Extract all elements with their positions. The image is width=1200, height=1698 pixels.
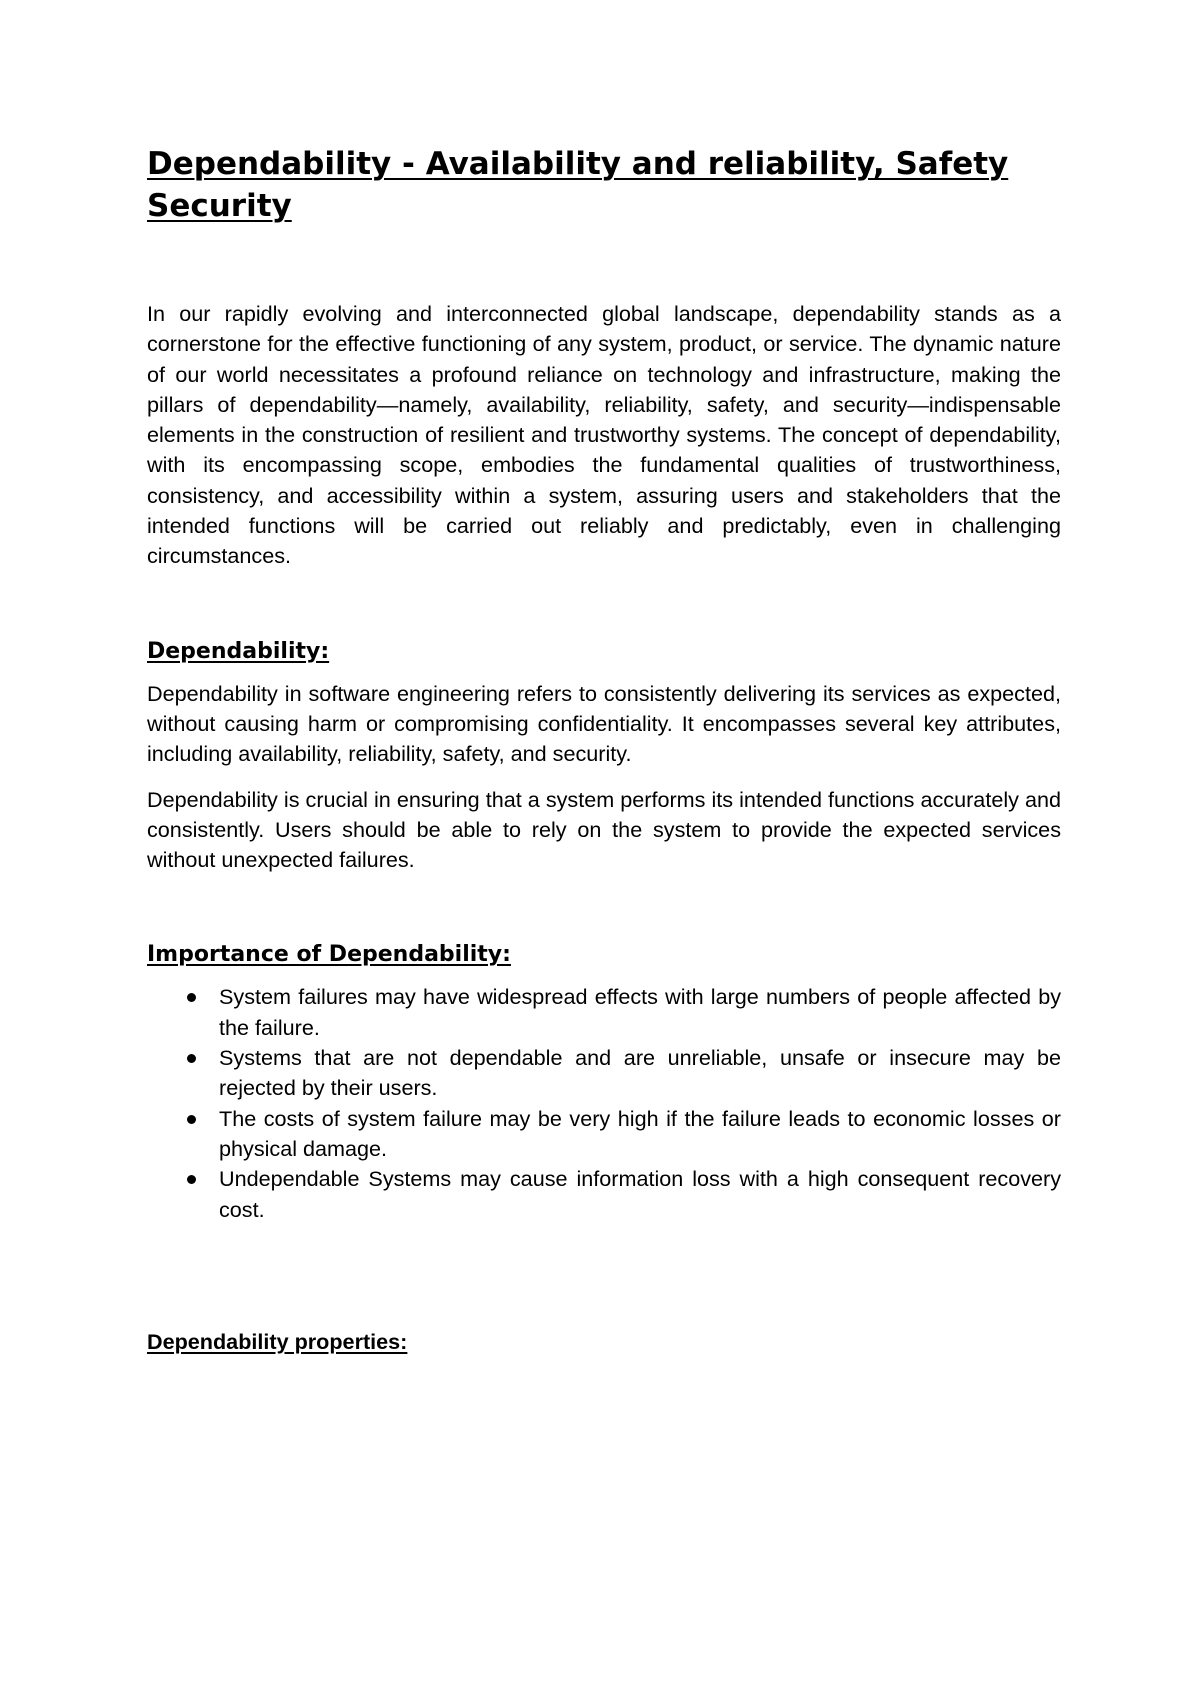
- list-item-text: The costs of system failure may be very high if the failure leads to economic losses or physical damage.: [219, 1105, 1061, 1161]
- list-item: [147, 1104, 1061, 1165]
- list-item: [147, 982, 1061, 1043]
- dependability-definition-paragraph: Dependability in software engineering refers to consistently delivering its services as expected, without causing harm or compromising confidentiality. It encompasses several key attributes, including availability, reliability, safety, and security.: [147, 680, 1061, 767]
- importance-heading: Importance of Dependability:: [147, 942, 511, 968]
- document-body: [147, 143, 1061, 1357]
- list-item-text: Systems that are not dependable and are unreliable, unsafe or insecure may be rejected by their users.: [219, 1045, 1061, 1101]
- properties-heading: Dependability properties:: [147, 1328, 408, 1354]
- list-item: [147, 1164, 1061, 1225]
- document-title: Dependability - Availability and reliability, Safety Security: [147, 146, 1009, 224]
- bullet-icon: [187, 1054, 196, 1063]
- intro-paragraph: In our rapidly evolving and interconnected global landscape, dependability stands as a cornerstone for the effective functioning of any system, product, or service. The dynamic nature of our world necessitates a profound reliance on technology and infrastructure, making the pillars of dependability—namely, availability, reliability, safety, and security—indispensable elements in the construction of resilient and trustworthy systems. The concept of dependability, with its encompassing scope, embodies the fundamental qualities of trustworthiness, consistency, and accessibility within a system, assuring users and stakeholders that the intended functions will be carried out reliably and predictably, even in challenging circumstances.: [147, 301, 1061, 569]
- bullet-icon: [187, 1115, 196, 1124]
- dependability-heading: Dependability:: [147, 638, 330, 664]
- bullet-icon: [187, 993, 196, 1002]
- list-item-text: System failures may have widespread effects with large numbers of people affected by the failure.: [219, 984, 1061, 1040]
- list-item: [147, 1043, 1061, 1104]
- list-item-text: Undependable Systems may cause information loss with a high consequent recovery cost.: [219, 1166, 1061, 1222]
- dependability-importance-paragraph: Dependability is crucial in ensuring that a system performs its intended functions accurately and consistently. Users should be able to rely on the system to provide the expected services without unexpected failures.: [147, 786, 1061, 873]
- bullet-icon: [187, 1175, 196, 1184]
- importance-bullet-list: [147, 982, 1061, 1224]
